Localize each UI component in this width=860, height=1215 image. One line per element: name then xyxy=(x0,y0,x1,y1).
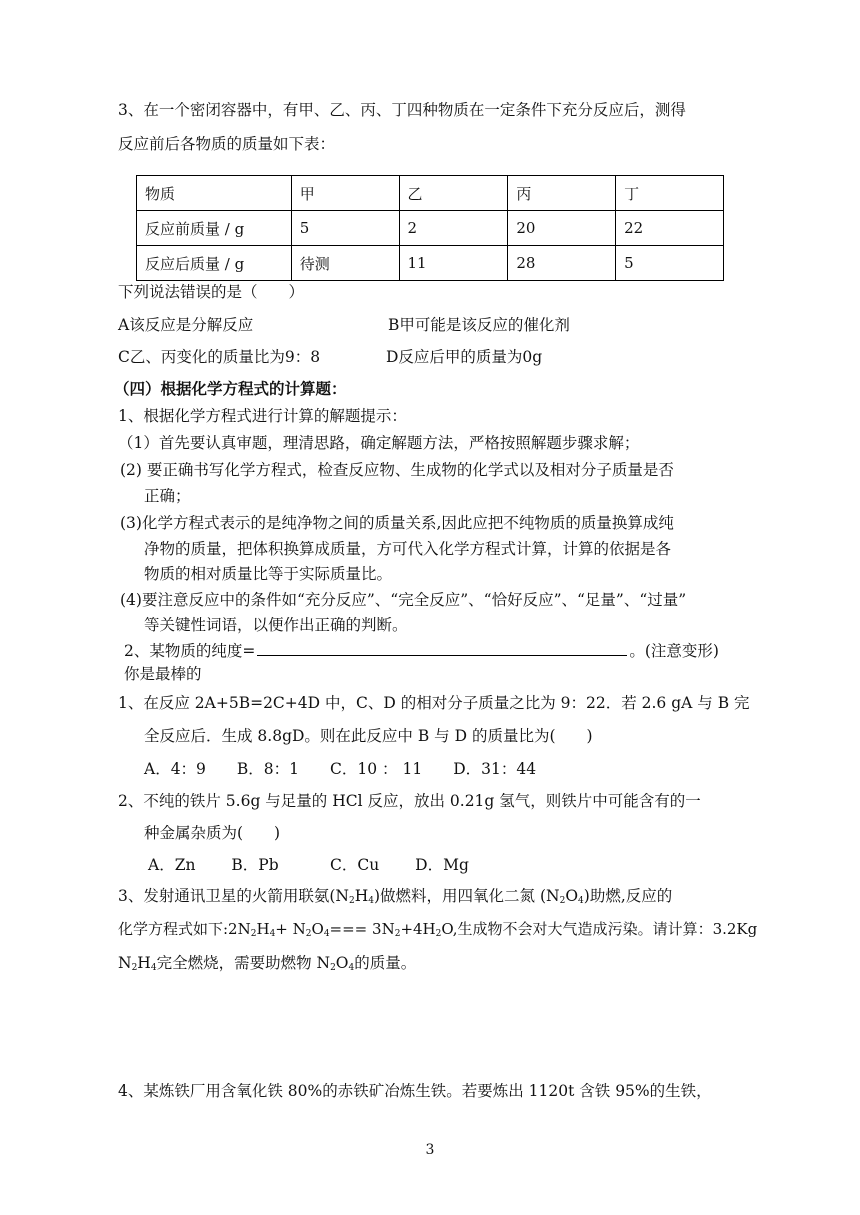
tip-4-line2: 等关键性词语，以便作出正确的判断。 xyxy=(144,616,408,634)
tip-4-line1: (4)要注意反应中的条件如“充分反应”、“完全反应”、“恰好反应”、“足量”、“过量” xyxy=(120,591,687,609)
p3-text: )助燃,反应的 xyxy=(583,887,673,905)
p3-line3 xyxy=(118,952,416,974)
q3-option-a: A该反应是分解反应 xyxy=(118,316,254,334)
table-cell: 2 xyxy=(399,211,508,246)
p3-text: === 3N xyxy=(329,920,395,938)
p3-text: + N xyxy=(275,920,306,938)
q3-option-c: C乙、丙变化的质量比为9：8 xyxy=(118,348,321,366)
p3-text: O xyxy=(565,887,579,905)
p3-text: O,生成物不会对大气造成污染。请计算：3.2Kg xyxy=(441,920,758,938)
tip-3-line1: (3)化学方程式表示的是纯净物之间的质量关系,因此应把不纯物质的质量换算成纯 xyxy=(120,514,674,532)
p3-sub: 2 xyxy=(305,929,312,939)
table-cell: 22 xyxy=(616,211,724,246)
q3-option-b: B甲可能是该反应的催化剂 xyxy=(388,316,570,334)
q3-option-d: D反应后甲的质量为0g xyxy=(386,348,543,366)
tip-3-line2: 净物的质量，把体积换算成质量，方可代入化学方程式计算，计算的依据是各 xyxy=(144,540,672,558)
p3-line1 xyxy=(118,885,672,907)
p3-text: 的质量。 xyxy=(354,954,417,972)
purity-blank xyxy=(257,639,627,656)
table-cell: 甲 xyxy=(291,176,399,211)
p3-text: 完全燃烧，需要助燃物 N xyxy=(156,954,331,972)
p3-sub: 2 xyxy=(330,963,336,973)
p4-line1: 4、某炼铁厂用含氧化铁 80%的赤铁矿冶炼生铁。若要炼出 1120t 含铁 95%的生铁， xyxy=(118,1082,712,1100)
table-row xyxy=(137,246,724,281)
table-cell: 丁 xyxy=(616,176,724,211)
tip-3-line3: 物质的相对质量比等于实际质量比。 xyxy=(144,565,393,583)
purity-suffix: 。(注意变形) xyxy=(629,642,719,660)
p3-sub: 2 xyxy=(435,929,442,939)
p1-line1: 1、在反应 2A+5B=2C+4D 中，C、D 的相对分子质量之比为 9：22．若 2.6 gA 与 B 完 xyxy=(118,694,750,712)
table-cell: 28 xyxy=(508,246,616,281)
p3-sub: 2 xyxy=(348,896,355,906)
p1-line2: 全反应后．生成 8.8gD。则在此反应中 B 与 D 的质量比为( ) xyxy=(144,727,593,745)
p3-text: +4H xyxy=(400,920,436,938)
page-number: 3 xyxy=(425,1142,435,1158)
section-heading: （四）根据化学方程式的计算题： xyxy=(114,379,347,398)
p3-sub: 2 xyxy=(394,929,401,939)
p3-text: O xyxy=(335,954,349,972)
p3-sub: 2 xyxy=(559,896,566,906)
table-cell: 待测 xyxy=(291,246,399,281)
purity-formula xyxy=(124,639,719,662)
table-cell: 乙 xyxy=(399,176,508,211)
tips-title: 1、根据化学方程式进行计算的解题提示： xyxy=(118,407,407,425)
purity-prefix: 2、某物质的纯度= xyxy=(124,642,256,660)
q3-stem-line1: 3、在一个密闭容器中，有甲、乙、丙、丁四种物质在一定条件下充分反应后，测得 xyxy=(118,101,686,119)
q3-question: 下列说法错误的是（ ） xyxy=(118,283,305,301)
p3-text: N xyxy=(118,954,132,972)
table-header-row xyxy=(137,176,724,211)
table-cell: 5 xyxy=(291,211,399,246)
table-cell: 物质 xyxy=(137,176,292,211)
p3-line2 xyxy=(118,918,757,940)
p3-text: O xyxy=(311,920,324,938)
p3-sub: 4 xyxy=(269,929,276,939)
p3-sub: 4 xyxy=(323,929,330,939)
table-cell: 反应后质量 / g xyxy=(137,246,292,281)
p2-line2: 种金属杂质为( ) xyxy=(144,824,281,842)
p3-text: H xyxy=(137,954,151,972)
p3-text: H xyxy=(354,887,369,905)
table-cell: 11 xyxy=(399,246,508,281)
mass-table xyxy=(136,175,724,281)
table-cell: 丙 xyxy=(508,176,616,211)
p3-sub: 4 xyxy=(368,896,374,906)
table-cell: 5 xyxy=(616,246,724,281)
tip-1: （1）首先要认真审题，理清思路，确定解题方法，严格按照解题步骤求解； xyxy=(118,434,640,452)
p3-text: H xyxy=(256,920,270,938)
table-row xyxy=(137,211,724,246)
p3-sub: 4 xyxy=(150,963,157,973)
encourage-text: 你是最棒的 xyxy=(124,665,202,683)
table-cell: 20 xyxy=(508,211,616,246)
tip-2-line1: (2) 要正确书写化学方程式，检查反应物、生成物的化学式以及相对分子质量是否 xyxy=(120,461,674,479)
p1-options: A．4：9 B．8：1 C．10 ： 11 D．31：44 xyxy=(144,760,537,778)
table-cell: 反应前质量 / g xyxy=(137,211,292,246)
q3-stem-line2: 反应前后各物质的质量如下表： xyxy=(118,135,336,153)
p3-text: 3、发射通讯卫星的火箭用联氨(N xyxy=(118,887,349,905)
tip-2-line2: 正确； xyxy=(144,487,191,505)
p2-line1: 2、不纯的铁片 5.6g 与足量的 HCl 反应，放出 0.21g 氢气，则铁片中可能含有的一 xyxy=(118,792,701,810)
p3-text: )做燃料，用四氧化二氮 (N xyxy=(373,887,560,905)
p3-sub: 4 xyxy=(578,896,584,906)
p3-text: 化学方程式如下:2N xyxy=(118,920,251,938)
p2-options: A．Zn B．Pb C．Cu D．Mg xyxy=(148,856,469,874)
p3-sub: 2 xyxy=(250,929,257,939)
p3-sub: 4 xyxy=(348,963,355,973)
p3-sub: 2 xyxy=(131,963,138,973)
